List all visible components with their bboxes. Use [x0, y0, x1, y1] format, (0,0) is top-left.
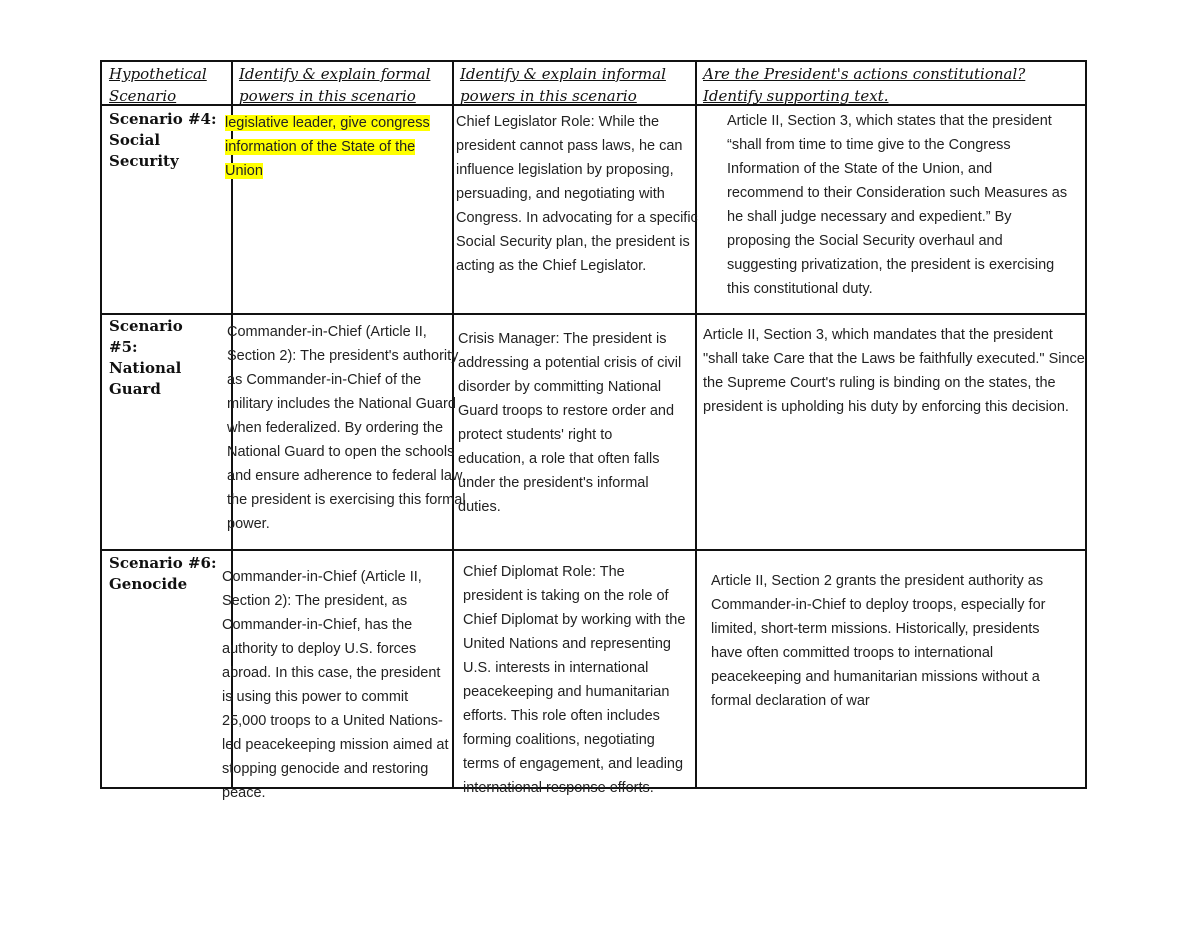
cell-formal-scenario-4: [225, 111, 453, 183]
table-border-top: [100, 60, 1087, 62]
header-formal-powers: Identify & explain formal powers in this scenario: [239, 65, 431, 105]
table-row-divider: [100, 549, 1087, 551]
table-border-right: [1085, 60, 1087, 789]
row-label-scenario-5: Scenario #5: National Guard: [109, 317, 183, 398]
cell-formal-scenario-6: Commander-in-Chief (Article II, Section 2): The president, as Commander-in-Chief, has the authority to deploy U.S. forces abroad. In this case, the president is using this power to commit 25,000 troops to a United Nations-led peacekeeping mission aimed at stopping genocide and restoring peace.: [222, 569, 449, 801]
cell-constitutional-scenario-4: Article II, Section 3, which states that the president “shall from time to time give to the Congress Information of the State of the Union, and recommend to their Consideration such Measures as he shall judge necessary and expedient.” By proposing the Social Security overhaul and suggesting privatization, the president is exercising this constitutional duty.: [727, 113, 1068, 297]
cell-informal-scenario-4: Chief Legislator Role: While the president cannot pass laws, he can influence legislation by proposing, persuading, and negotiating with Congress. In advocating for a specific Social Security plan, the president is acting as the Chief Legislator.: [456, 114, 698, 274]
cell-constitutional-scenario-6: Article II, Section 2 grants the president authority as Commander-in-Chief to deploy troops, especially for limited, short-term missions. Historically, presidents have often committed troops to international peacekeeping and humanitarian missions without a formal declaration of war: [711, 573, 1046, 709]
table-border-left: [100, 60, 102, 789]
header-constitutional: Are the President's actions constitutional? Identify supporting text.: [703, 65, 1026, 105]
highlighted-text: legislative leader, give congress information of the State of the Union: [225, 115, 430, 179]
header-scenario: Hypothetical Scenario: [109, 65, 207, 105]
cell-formal-scenario-5: Commander-in-Chief (Article II, Section 2): The president's authority as Commander-in-Chief of the military includes the National Guard when federalized. By ordering the National Guard to open the schools and ensure adherence to federal law, the president is exercising this formal power.: [227, 324, 466, 532]
cell-informal-scenario-6: Chief Diplomat Role: The president is taking on the role of Chief Diplomat by working with the United Nations and representing U.S. interests in international peacekeeping and humanitarian efforts. This role often includes forming coalitions, negotiating terms of engagement, and leading international response efforts.: [463, 564, 686, 796]
header-informal-powers: Identify & explain informal powers in this scenario: [460, 65, 666, 105]
cell-constitutional-scenario-5: Article II, Section 3, which mandates that the president "shall take Care that the Laws be faithfully executed." Since the Supreme Court's ruling is binding on the states, the president is upholding his duty by enforcing this decision.: [703, 327, 1085, 415]
row-label-scenario-6: Scenario #6: Genocide: [109, 554, 217, 593]
cell-informal-scenario-5: Crisis Manager: The president is addressing a potential crisis of civil disorder by committing National Guard troops to restore order and protect students' right to education, a role that often falls under the president's informal duties.: [458, 331, 682, 515]
row-label-scenario-4: Scenario #4: Social Security: [109, 110, 217, 170]
table-row-divider: [100, 313, 1087, 315]
